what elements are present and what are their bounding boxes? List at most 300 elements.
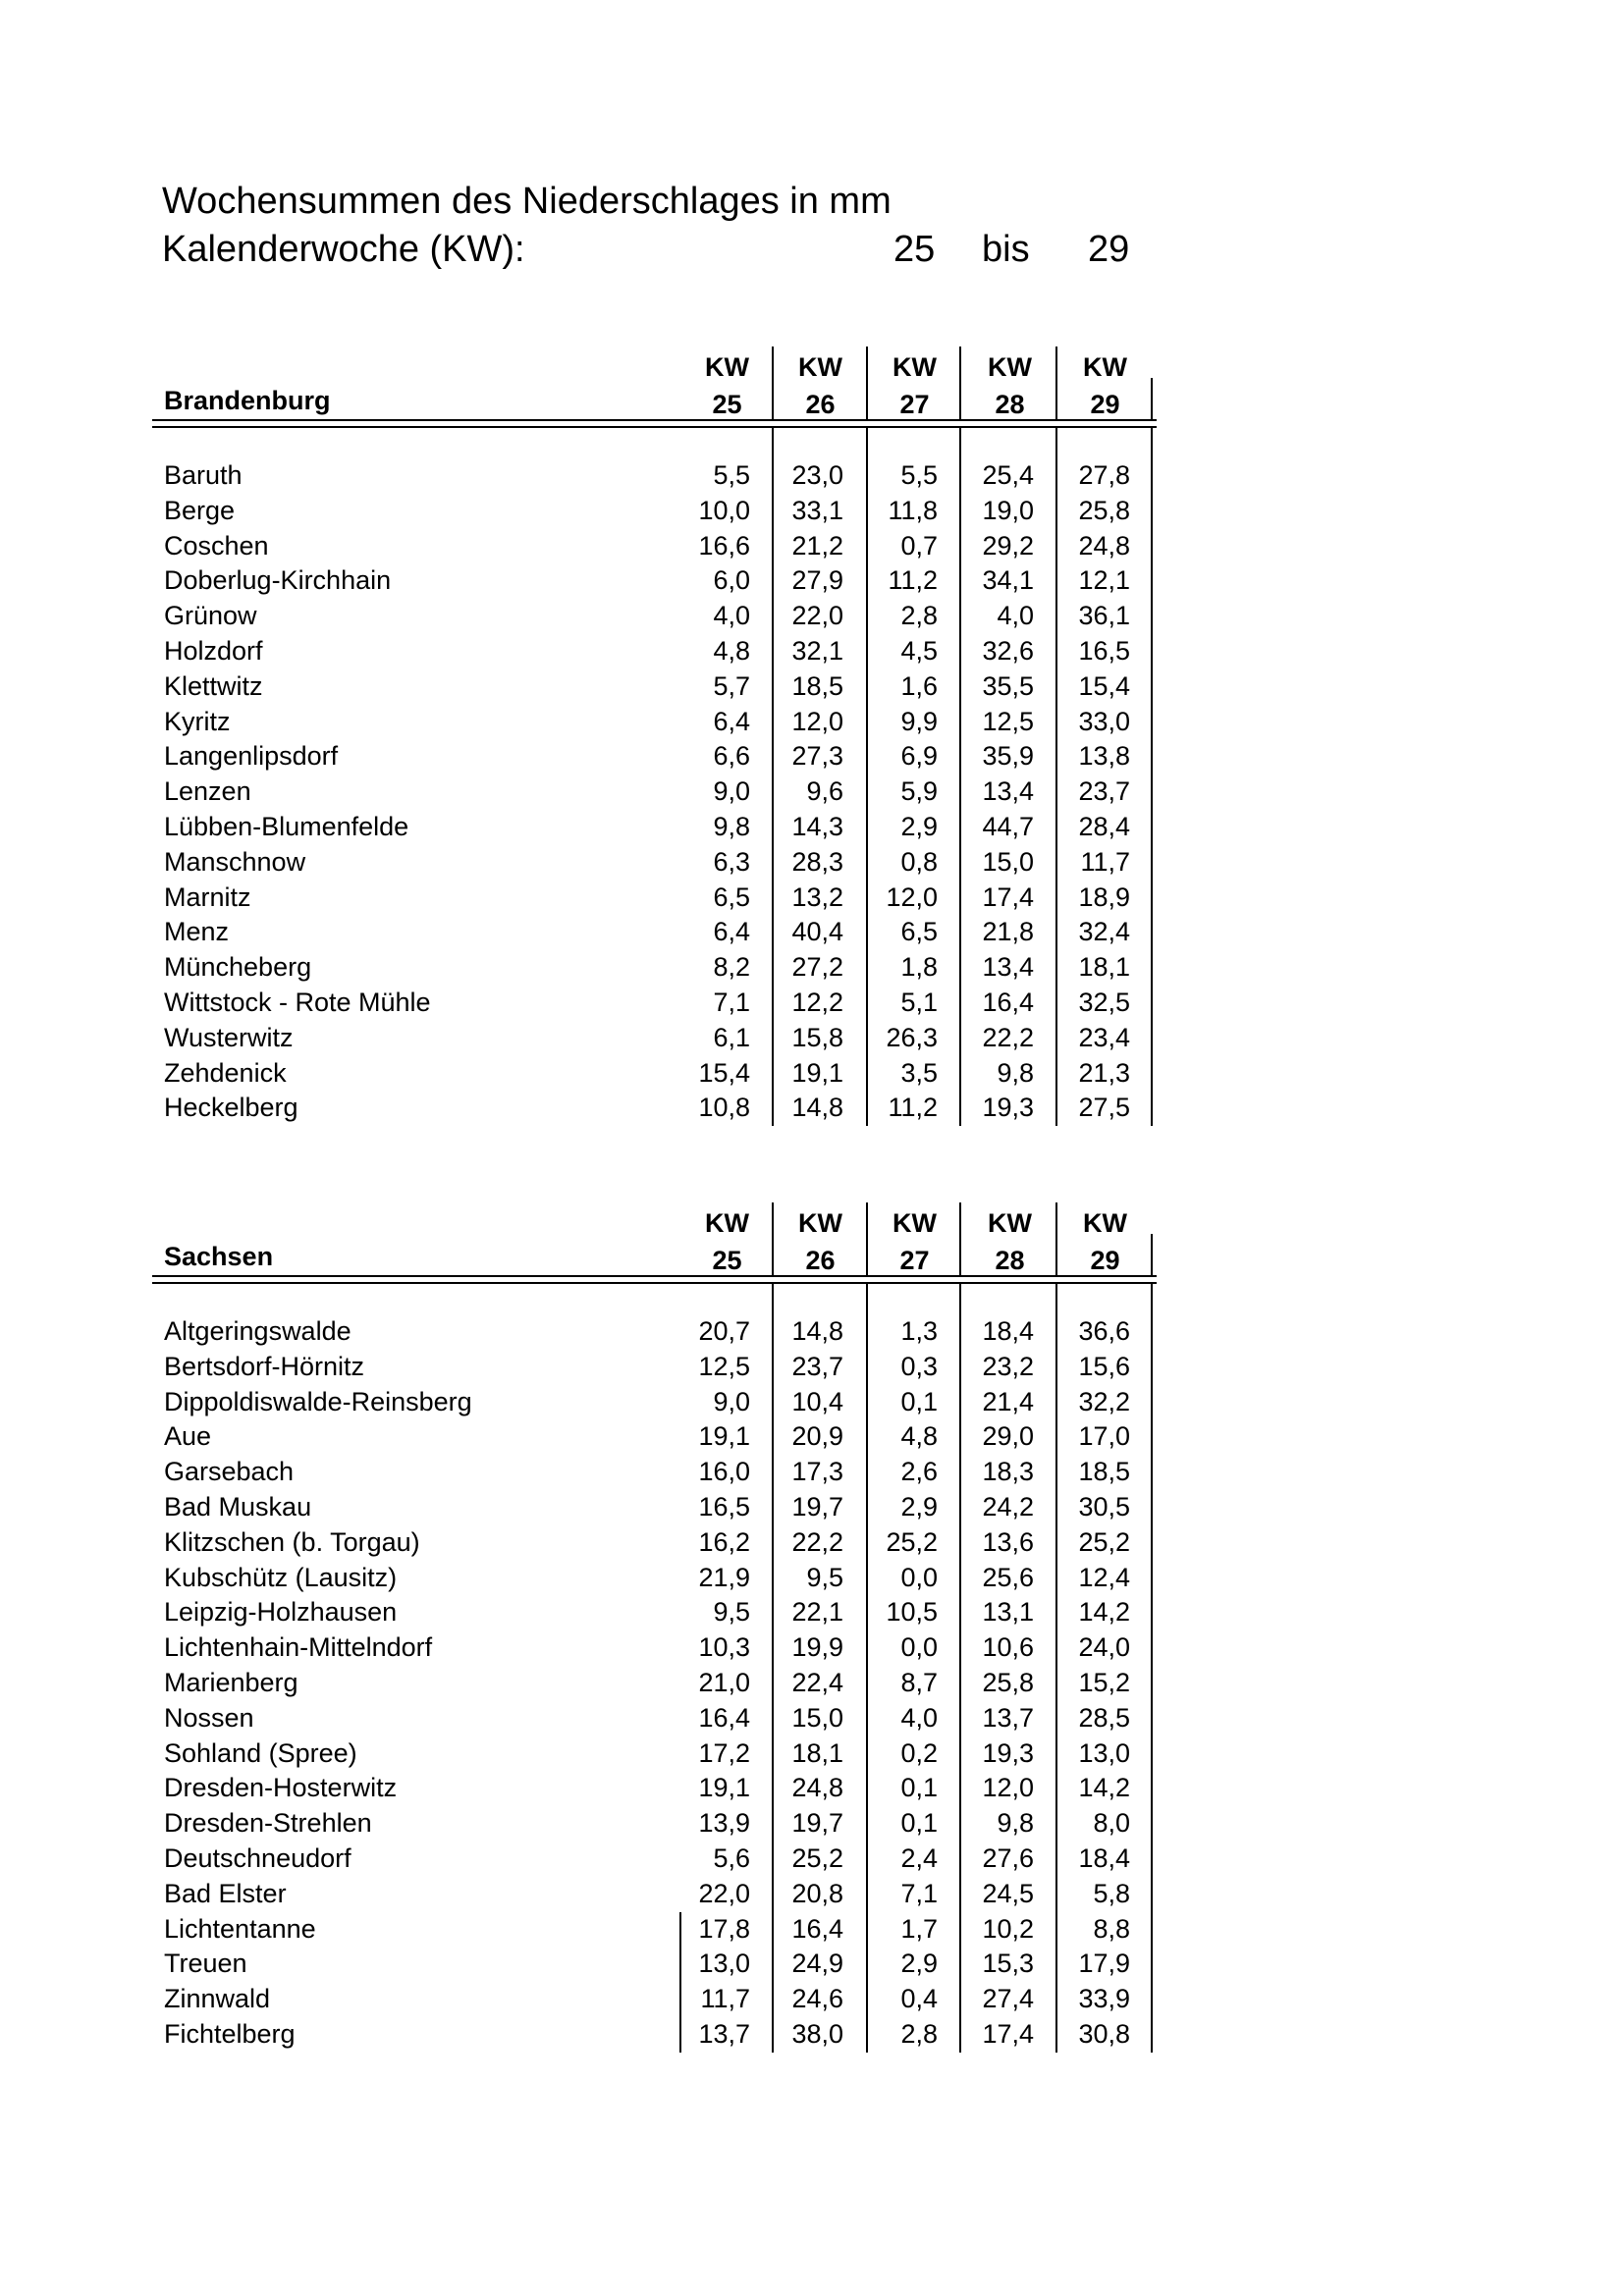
column-divider [959,1282,961,2053]
precipitation-value: 22,2 [982,1022,1034,1052]
precipitation-value: 9,8 [997,1808,1034,1839]
table-row [152,1771,1159,1806]
precipitation-value: 24,8 [1078,530,1130,561]
station-name: Nossen [164,1702,254,1733]
precipitation-value: 4,8 [713,635,750,666]
table-header [152,339,1159,419]
station-name: Dresden-Strehlen [164,1808,372,1839]
precipitation-value: 27,9 [791,565,843,596]
precipitation-value: 40,4 [791,917,843,947]
precipitation-value: 9,5 [713,1597,750,1628]
precipitation-value: 2,4 [900,1842,938,1873]
precipitation-value: 29,0 [982,1421,1034,1452]
region-label: Brandenburg [164,386,331,415]
precipitation-value: 35,9 [982,741,1034,772]
station-name: Aue [164,1421,212,1452]
station-name: Müncheberg [164,952,312,983]
precipitation-value: 17,4 [982,881,1034,912]
column-divider [1055,347,1057,419]
table-row [152,1350,1159,1385]
precipitation-value: 30,5 [1078,1491,1130,1522]
precipitation-value: 13,6 [982,1526,1034,1557]
table-row [152,1947,1159,1982]
precipitation-value: 13,7 [982,1702,1034,1733]
column-divider [772,1202,774,1275]
precipitation-value: 18,1 [791,1737,843,1768]
precipitation-value: 22,0 [698,1878,750,1908]
precipitation-value: 10,5 [886,1597,938,1628]
column-divider [866,347,868,419]
header-rule [152,1282,1157,1284]
calendar-week-line [162,228,1130,271]
precipitation-value: 2,9 [900,811,938,841]
precipitation-value: 12,4 [1078,1562,1130,1592]
precipitation-value: 12,0 [982,1773,1034,1803]
table-row [152,2017,1159,2053]
precipitation-value: 5,6 [713,1842,750,1873]
column-header-number: 27 [899,390,930,419]
precipitation-value: 0,1 [900,1808,938,1839]
table-row [152,1314,1159,1350]
precipitation-value: 32,2 [1078,1386,1130,1416]
station-name: Marnitz [164,881,251,912]
precipitation-value: 13,4 [982,952,1034,983]
precipitation-value: 8,8 [1093,1913,1130,1944]
table-row [152,458,1159,494]
precipitation-value: 11,2 [888,565,938,596]
table-right-edge [1151,426,1153,1126]
precipitation-value: 6,6 [713,741,750,772]
table-row [152,1419,1159,1455]
precipitation-value: 0,8 [900,846,938,877]
precipitation-value: 18,1 [1078,952,1130,983]
column-header [962,1204,1057,1279]
station-name: Berge [164,495,236,525]
precipitation-value: 11,7 [1080,846,1130,877]
calendar-week-to: 29 [1088,229,1130,270]
column-header-kw: KW [893,352,937,382]
precipitation-value: 11,7 [700,1984,750,2014]
precipitation-value: 32,4 [1078,917,1130,947]
table-row [152,845,1159,881]
precipitation-value: 25,2 [1078,1526,1130,1557]
table-row [152,1056,1159,1092]
table-row [152,599,1159,634]
precipitation-value: 16,2 [698,1526,750,1557]
calendar-week-bis: bis [982,229,1030,270]
precipitation-value: 17,4 [982,2018,1034,2049]
column-header [1057,1204,1153,1279]
precipitation-value: 12,5 [698,1351,750,1381]
station-name: Wusterwitz [164,1022,294,1052]
precipitation-value: 15,3 [982,1949,1034,1979]
precipitation-value: 35,5 [982,670,1034,701]
precipitation-value: 2,9 [900,1949,938,1979]
table-right-edge [1151,378,1153,419]
precipitation-value: 23,2 [982,1351,1034,1381]
precipitation-value: 19,0 [982,495,1034,525]
precipitation-value: 27,4 [982,1984,1034,2014]
column-header-number: 26 [805,390,836,419]
precipitation-value: 6,4 [713,706,750,736]
table-row [152,1091,1159,1126]
table-row [152,634,1159,669]
table-row [152,881,1159,916]
column-header-number: 28 [995,390,1025,419]
precipitation-value: 9,5 [806,1562,843,1592]
precipitation-value: 27,5 [1078,1093,1130,1123]
station-name: Zinnwald [164,1984,271,2014]
column-divider [959,347,961,419]
table-row [152,1385,1159,1420]
precipitation-value: 33,1 [791,495,843,525]
precipitation-value: 17,8 [698,1913,750,1944]
precipitation-value: 28,5 [1078,1702,1130,1733]
precipitation-value: 14,2 [1078,1773,1130,1803]
precipitation-value: 13,7 [698,2018,750,2049]
precipitation-value: 18,4 [982,1316,1034,1346]
table-row [152,950,1159,986]
precipitation-value: 19,7 [791,1491,843,1522]
station-name: Menz [164,917,230,947]
column-header-kw: KW [893,1208,937,1238]
table-row [152,494,1159,529]
station-name: Dippoldiswalde-Reinsberg [164,1386,472,1416]
column-divider [772,1282,774,2053]
precipitation-value: 4,0 [900,1702,938,1733]
column-header-number: 28 [995,1246,1025,1275]
precipitation-value: 1,8 [900,952,938,983]
station-name: Heckelberg [164,1093,298,1123]
precipitation-value: 27,8 [1078,460,1130,490]
precipitation-value: 0,0 [900,1632,938,1663]
precipitation-value: 2,8 [900,601,938,631]
table-body [152,458,1159,1126]
column-header-number: 29 [1090,1246,1120,1275]
table-row [152,739,1159,774]
column-header-kw: KW [1083,1208,1127,1238]
station-name: Holzdorf [164,635,263,666]
precipitation-value: 24,0 [1078,1632,1130,1663]
precipitation-value: 15,6 [1078,1351,1130,1381]
precipitation-value: 28,3 [791,846,843,877]
precipitation-value: 4,0 [997,601,1034,631]
precipitation-value: 9,0 [713,1386,750,1416]
precipitation-value: 23,4 [1078,1022,1130,1052]
precipitation-value: 24,8 [791,1773,843,1803]
precipitation-value: 6,1 [713,1022,750,1052]
precipitation-value: 5,7 [713,670,750,701]
precipitation-value: 2,6 [900,1457,938,1487]
table-row [152,1021,1159,1056]
precipitation-value: 25,8 [982,1667,1034,1697]
precipitation-value: 13,0 [698,1949,750,1979]
precipitation-value: 13,8 [1078,741,1130,772]
precipitation-value: 8,7 [900,1667,938,1697]
precipitation-value: 21,9 [698,1562,750,1592]
precipitation-value: 0,0 [900,1562,938,1592]
precipitation-value: 1,6 [900,670,938,701]
precipitation-value: 6,4 [713,917,750,947]
precipitation-value: 2,8 [900,2018,938,2049]
table-row [152,1561,1159,1596]
header-rule [152,1275,1157,1277]
precipitation-value: 27,6 [982,1842,1034,1873]
precipitation-value: 18,5 [1078,1457,1130,1487]
station-name: Bad Muskau [164,1491,312,1522]
precipitation-value: 13,4 [982,776,1034,807]
precipitation-value: 23,7 [1078,776,1130,807]
header-rule [152,419,1157,421]
precipitation-value: 10,0 [698,495,750,525]
station-name: Treuen [164,1949,247,1979]
precipitation-value: 2,9 [900,1491,938,1522]
precipitation-value: 10,4 [791,1386,843,1416]
precipitation-value: 17,2 [698,1737,750,1768]
table-row [152,1736,1159,1772]
precipitation-value: 17,3 [791,1457,843,1487]
precipitation-value: 22,1 [791,1597,843,1628]
column-header [867,1204,962,1279]
table-row [152,1525,1159,1561]
table-row [152,1842,1159,1877]
column-header-number: 25 [712,390,742,419]
station-name: Garsebach [164,1457,295,1487]
table-row [152,669,1159,705]
station-name: Langenlipsdorf [164,741,339,772]
precipitation-value: 5,5 [713,460,750,490]
precipitation-value: 44,7 [982,811,1034,841]
table-row [152,1982,1159,2017]
column-header [773,1204,868,1279]
precipitation-value: 13,2 [791,881,843,912]
precipitation-value: 28,4 [1078,811,1130,841]
column-divider [1055,426,1057,1126]
column-header [867,348,962,423]
precipitation-value: 19,7 [791,1808,843,1839]
precipitation-value: 19,1 [698,1773,750,1803]
precipitation-value: 3,5 [900,1057,938,1088]
precipitation-value: 27,3 [791,741,843,772]
column-header [1057,348,1153,423]
precipitation-value: 25,6 [982,1562,1034,1592]
table-row [152,1666,1159,1701]
precipitation-value: 24,9 [791,1949,843,1979]
precipitation-value: 22,0 [791,601,843,631]
precipitation-value: 6,5 [900,917,938,947]
precipitation-value: 22,2 [791,1526,843,1557]
station-name: Leipzig-Holzhausen [164,1597,398,1628]
header-rule [152,426,1157,428]
station-name: Coschen [164,530,269,561]
table-row [152,529,1159,564]
precipitation-value: 21,0 [698,1667,750,1697]
station-name: Baruth [164,460,243,490]
precipitation-value: 33,9 [1078,1984,1130,2014]
precipitation-value: 14,8 [791,1316,843,1346]
precipitation-value: 0,3 [900,1351,938,1381]
table-row [152,1595,1159,1630]
precipitation-value: 0,7 [900,530,938,561]
column-header-number: 29 [1090,390,1120,419]
precipitation-value: 10,6 [982,1632,1034,1663]
column-header [773,348,868,423]
precipitation-value: 16,6 [698,530,750,561]
precipitation-value: 14,3 [791,811,843,841]
region-label: Sachsen [164,1242,274,1271]
precipitation-value: 9,6 [806,776,843,807]
column-header-kw: KW [798,352,842,382]
table-row [152,563,1159,599]
station-name: Dresden-Hosterwitz [164,1773,398,1803]
precipitation-value: 12,1 [1078,565,1130,596]
column-divider [959,1202,961,1275]
precipitation-value: 11,2 [888,1093,938,1123]
precipitation-value: 4,0 [713,601,750,631]
table-header [152,1195,1159,1275]
precipitation-value: 5,1 [900,987,938,1017]
precipitation-value: 23,0 [791,460,843,490]
station-name: Doberlug-Kirchhain [164,565,392,596]
table-row [152,1490,1159,1525]
page-title: Wochensummen des Niederschlages in mm [162,181,892,222]
precipitation-value: 5,5 [900,460,938,490]
table-right-edge [1151,1234,1153,1275]
precipitation-value: 8,2 [713,952,750,983]
table-right-edge [1151,1282,1153,2053]
station-name: Klettwitz [164,670,263,701]
table-body [152,1314,1159,2053]
precipitation-value: 20,8 [791,1878,843,1908]
column-divider [772,426,774,1126]
precipitation-value: 24,6 [791,1984,843,2014]
precipitation-value: 21,3 [1078,1057,1130,1088]
station-name: Grünow [164,601,257,631]
precipitation-value: 19,1 [698,1421,750,1452]
precipitation-value: 26,3 [886,1022,938,1052]
column-header-number: 25 [712,1246,742,1275]
table-row [152,810,1159,845]
station-name: Wittstock - Rote Mühle [164,987,431,1017]
precipitation-value: 16,5 [1078,635,1130,666]
precipitation-value: 15,8 [791,1022,843,1052]
precipitation-value: 22,4 [791,1667,843,1697]
column-header [679,1204,775,1279]
precipitation-value: 9,9 [900,706,938,736]
precipitation-value: 30,8 [1078,2018,1130,2049]
calendar-week-label: Kalenderwoche (KW): [162,229,525,270]
column-divider [866,1282,868,2053]
precipitation-value: 15,0 [791,1702,843,1733]
precipitation-value: 10,8 [698,1093,750,1123]
precipitation-value: 18,5 [791,670,843,701]
table-row [152,705,1159,740]
station-name: Lenzen [164,776,251,807]
calendar-week-from: 25 [893,229,936,270]
precipitation-value: 7,1 [900,1878,938,1908]
column-divider [959,426,961,1126]
column-divider [1055,1282,1057,2053]
precipitation-value: 33,0 [1078,706,1130,736]
precipitation-value: 12,5 [982,706,1034,736]
column-divider [866,1202,868,1275]
precipitation-value: 38,0 [791,2018,843,2049]
table-row [152,1630,1159,1666]
precipitation-value: 16,4 [982,987,1034,1017]
column-divider [866,426,868,1126]
table-row [152,986,1159,1021]
table-sachsen [152,1195,1159,2049]
precipitation-value: 25,2 [886,1526,938,1557]
precipitation-value: 32,1 [791,635,843,666]
precipitation-value: 5,8 [1093,1878,1130,1908]
precipitation-value: 18,9 [1078,881,1130,912]
precipitation-value: 23,7 [791,1351,843,1381]
precipitation-value: 19,3 [982,1737,1034,1768]
precipitation-value: 8,0 [1093,1808,1130,1839]
precipitation-value: 25,4 [982,460,1034,490]
precipitation-value: 32,6 [982,635,1034,666]
precipitation-value: 16,5 [698,1491,750,1522]
precipitation-value: 21,8 [982,917,1034,947]
precipitation-value: 14,2 [1078,1597,1130,1628]
station-name: Zehdenick [164,1057,287,1088]
station-name: Fichtelberg [164,2018,296,2049]
column-divider [772,347,774,419]
station-name: Sohland (Spree) [164,1737,357,1768]
column-header-kw: KW [988,1208,1032,1238]
station-name: Kubschütz (Lausitz) [164,1562,398,1592]
precipitation-value: 6,5 [713,881,750,912]
precipitation-value: 9,8 [713,811,750,841]
precipitation-value: 1,7 [900,1913,938,1944]
precipitation-value: 0,1 [900,1773,938,1803]
station-name: Altgeringswalde [164,1316,352,1346]
precipitation-value: 17,9 [1078,1949,1130,1979]
column-header-kw: KW [798,1208,842,1238]
precipitation-value: 1,3 [900,1316,938,1346]
column-header [679,348,775,423]
precipitation-value: 4,8 [900,1421,938,1452]
precipitation-value: 9,8 [997,1057,1034,1088]
precipitation-value: 19,3 [982,1093,1034,1123]
table-row [152,1806,1159,1842]
station-name: Marienberg [164,1667,298,1697]
precipitation-value: 21,2 [791,530,843,561]
precipitation-value: 19,1 [791,1057,843,1088]
precipitation-value: 12,0 [886,881,938,912]
station-name: Deutschneudorf [164,1842,352,1873]
column-header [962,348,1057,423]
station-name: Klitzschen (b. Torgau) [164,1526,420,1557]
precipitation-value: 32,5 [1078,987,1130,1017]
table-row [152,1912,1159,1948]
precipitation-value: 21,4 [982,1386,1034,1416]
precipitation-value: 9,0 [713,776,750,807]
column-divider [1055,1202,1057,1275]
table-row [152,774,1159,810]
station-name: Kyritz [164,706,231,736]
station-name: Lübben-Blumenfelde [164,811,409,841]
precipitation-value: 36,1 [1078,601,1130,631]
precipitation-value: 29,2 [982,530,1034,561]
precipitation-value: 27,2 [791,952,843,983]
precipitation-value: 13,9 [698,1808,750,1839]
precipitation-value: 10,2 [982,1913,1034,1944]
column-divider [679,1912,681,2053]
precipitation-value: 10,3 [698,1632,750,1663]
precipitation-value: 14,8 [791,1093,843,1123]
